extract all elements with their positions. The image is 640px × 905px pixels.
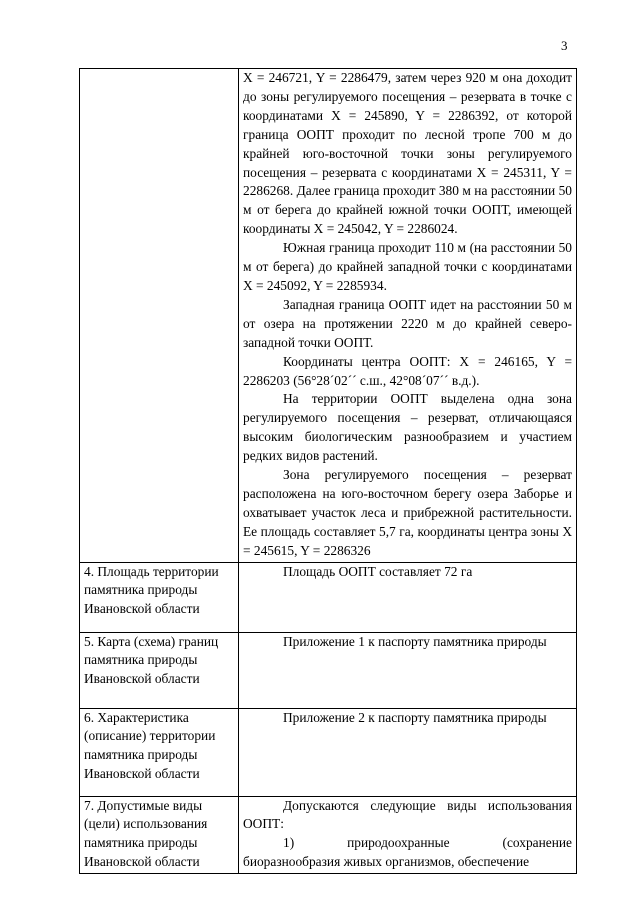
row-label: 5. Карта (схема) границ памятника природы Ивановской области <box>80 632 239 708</box>
paragraph: Западная граница ООПТ идет на расстоянии 50 м от озера на протяжении 2220 м до крайней северо-западной точки ООПТ. <box>243 296 572 350</box>
row-content <box>239 69 577 563</box>
table-row <box>80 796 577 874</box>
row-label <box>80 69 239 563</box>
paragraph: Южная граница проходит 110 м (на расстоянии 50 м от берега) до крайней западной точки с координатами X = 245092, Y = 2285934. <box>243 240 572 293</box>
page-number: 3 <box>561 38 568 53</box>
table-row <box>80 69 577 563</box>
row-content <box>239 708 577 796</box>
paragraph: X = 246721, Y = 2286479, затем через 920 м она доходит до зоны регулируемого посещения – резервата в точке с координатами X = 245890, Y = 2286392, от которой граница ООПТ проходит по лесной тропе 700 м до крайней юго-восточной точки зоны регулируемого посещения – резервата с координатами X = 245311, Y = 2286268. Далее граница проходит 380 м на расстоянии 50 м от берега до крайней южной точки ООПТ, имеющей координаты X = 245042, Y = 2286024. <box>243 70 572 237</box>
row-label: 4. Площадь территории памятника природы Ивановской области <box>80 562 239 632</box>
table-row <box>80 632 577 708</box>
row-content <box>239 562 577 632</box>
table-row <box>80 562 577 632</box>
paragraph: Приложение 2 к паспорту памятника природы <box>283 709 547 725</box>
paragraph: Площадь ООПТ составляет 72 га <box>283 563 473 579</box>
row-label: 7. Допустимые виды (цели) использования памятника природы Ивановской области <box>80 796 239 874</box>
paragraph: Допускаются следующие виды использования ООПТ: <box>243 797 572 832</box>
paragraph: 1) природоохранные (сохранение биоразнообразия живых организмов, обеспечение <box>243 835 572 870</box>
row-content <box>239 796 577 874</box>
paragraph: На территории ООПТ выделена одна зона регулируемого посещения – резерват, отличающаяся высоким биологическим разнообразием и участием редких видов растений. <box>243 391 572 464</box>
table-row <box>80 708 577 796</box>
row-label: 6. Характеристика (описание) территории памятника природы Ивановской области <box>80 708 239 796</box>
passport-table <box>79 68 577 874</box>
row-content <box>239 632 577 708</box>
paragraph: Приложение 1 к паспорту памятника природы <box>283 633 547 649</box>
paragraph: Зона регулируемого посещения – резерват расположена на юго-восточном берегу озера Заборье и охватывает участок леса и прибрежной растительности. Ее площадь составляет 5,7 га, координаты центра зоны X = 245615, Y = 2286326 <box>243 467 572 558</box>
paragraph: Координаты центра ООПТ: X = 246165, Y = 2286203 (56°28´02´´ с.ш., 42°08´07´´ в.д.). <box>243 353 572 388</box>
